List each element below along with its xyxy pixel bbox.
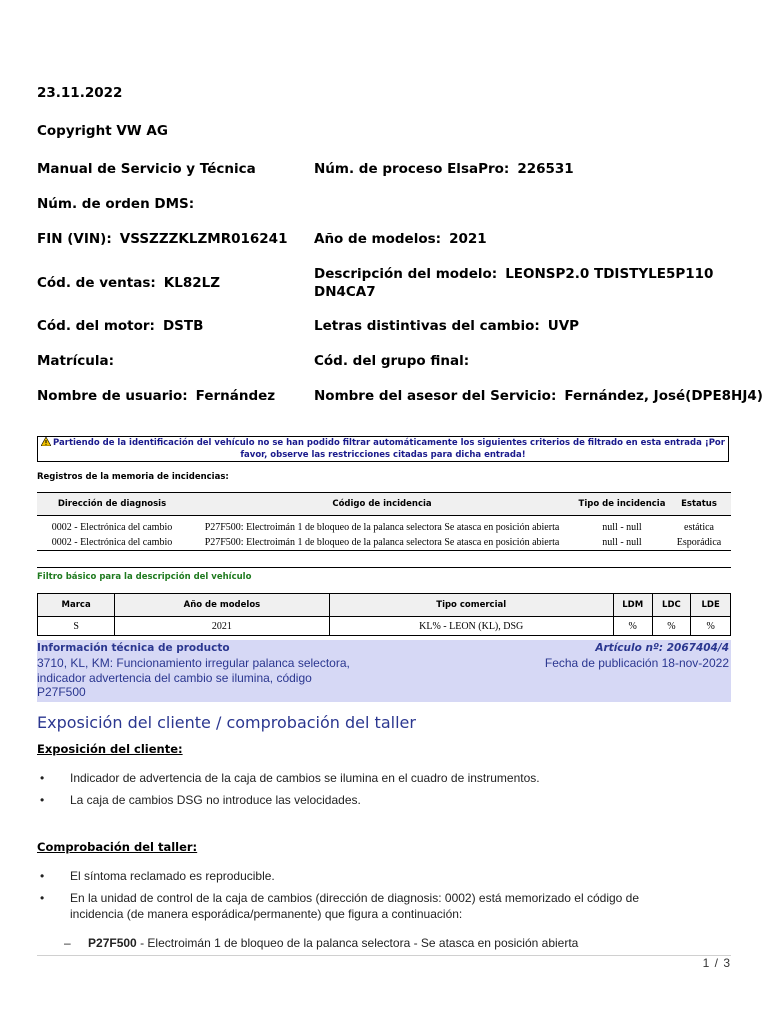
tpi-description: 3710, KL, KM: Funcionamiento irregular palanca selectora, indicador advertencia del cambio se ilumina, código P27F500 [37, 656, 350, 699]
filter-warning-box [37, 436, 729, 462]
basic-filter-table [37, 593, 731, 636]
col-header: LDE [691, 594, 731, 617]
table-cell: null - null [602, 522, 642, 533]
motor-label: Cód. del motor: [37, 318, 155, 334]
table-cell: P27F500: Electroimán 1 de bloqueo de la palanca selectora Se atasca en posición abierta [187, 535, 577, 551]
warning-triangle-icon [41, 437, 51, 446]
divider [37, 567, 731, 568]
ventas-field [37, 275, 220, 291]
table-cell: % [691, 617, 731, 636]
fault-code-item [64, 936, 578, 950]
section-title: Exposición del cliente / comprobación del taller [37, 713, 416, 732]
col-header: Año de modelos [115, 594, 329, 617]
table-header-row [38, 594, 731, 617]
manual-title: Manual de Servicio y Técnica [37, 161, 256, 177]
tpi-title: Información técnica de producto [37, 642, 230, 654]
grupo-label: Cód. del grupo final: [314, 353, 470, 369]
descripcion-field [314, 266, 713, 282]
col-header: Tipo comercial [329, 594, 613, 617]
fin-value: VSSZZZKLZMR016241 [119, 231, 288, 247]
table-cell: % [613, 617, 652, 636]
anio-label: Año de modelos: [314, 231, 442, 247]
col-header: LDM [613, 594, 652, 617]
ventas-value: KL82LZ [163, 275, 221, 291]
footer-divider [37, 955, 731, 956]
proceso-field [314, 161, 574, 177]
table-header-row [37, 493, 731, 516]
table-cell: 0002 - Electrónica del cambio [51, 522, 173, 533]
usuario-value: Fernández [195, 388, 276, 404]
fin-label: FIN (VIN): [37, 231, 112, 247]
workshop-heading: Comprobación del taller: [37, 840, 198, 854]
usuario-field [37, 388, 275, 404]
table-cell: Esporádica [667, 535, 731, 551]
tpi-publication-date: Fecha de publicación 18-nov-2022 [544, 656, 729, 670]
bullet-icon: • [40, 771, 45, 785]
col-header: Tipo de incidencia [577, 493, 667, 516]
proceso-label: Núm. de proceso ElsaPro: [314, 161, 510, 177]
warning-line-2: favor, observe las restricciones citadas para dicha entrada! [240, 450, 526, 460]
table-row [38, 617, 731, 636]
warning-line-1: Partiendo de la identificación del vehículo no se han podido filtrar automáticamente los siguientes criterios de filtrado en esta entrada ¡Por [38, 437, 728, 449]
table-cell: S [38, 617, 115, 636]
anio-field [314, 231, 487, 247]
motor-value: DSTB [162, 318, 204, 334]
col-header: Marca [38, 594, 115, 617]
bullet-icon: • [40, 869, 45, 883]
table-cell: % [652, 617, 691, 636]
asesor-field [314, 388, 763, 404]
asesor-value: Fernández, José(DPE8HJ4) [564, 388, 763, 404]
fault-memory-table [37, 492, 731, 551]
fault-memory-title: Registros de la memoria de incidencias: [37, 472, 229, 482]
bullet-icon: • [40, 891, 45, 905]
cambio-field [314, 318, 579, 334]
table-cell: 2021 [115, 617, 329, 636]
ventas-label: Cód. de ventas: [37, 275, 156, 291]
table-cell: estática [684, 522, 714, 533]
cambio-label: Letras distintivas del cambio: [314, 318, 540, 334]
table-cell: P27F500: Electroimán 1 de bloqueo de la palanca selectora Se atasca en posición abierta [204, 522, 560, 533]
fault-code: P27F500 [88, 936, 137, 950]
asesor-label: Nombre del asesor del Servicio: [314, 388, 557, 404]
page-number: 1 / 3 [702, 956, 731, 970]
table-row [37, 516, 731, 536]
col-header: Estatus [667, 493, 731, 516]
descripcion-value-line2: DN4CA7 [314, 284, 376, 300]
col-header: LDC [652, 594, 691, 617]
basic-filter-title: Filtro básico para la descripción del vehículo [37, 572, 252, 582]
tpi-article-number: Artículo nº: 2067404/4 [595, 642, 729, 654]
fin-field [37, 231, 287, 247]
technical-product-info [37, 640, 731, 702]
print-date: 23.11.2022 [37, 85, 123, 101]
dash-icon: – [64, 936, 71, 950]
customer-heading: Exposición del cliente: [37, 742, 183, 756]
col-header: Código de incidencia [187, 493, 577, 516]
fault-code-description: - Electroimán 1 de bloqueo de la palanca selectora - Se atasca en posición abierta [136, 936, 579, 950]
bullet-icon: • [40, 793, 45, 807]
descripcion-label: Descripción del modelo: [314, 266, 498, 282]
usuario-label: Nombre de usuario: [37, 388, 188, 404]
proceso-value: 226531 [517, 161, 574, 177]
copyright: Copyright VW AG [37, 123, 168, 139]
orden-label: Núm. de orden DMS: [37, 196, 195, 212]
matricula-label: Matrícula: [37, 353, 115, 369]
table-cell: null - null [577, 535, 667, 551]
table-cell: 0002 - Electrónica del cambio [37, 535, 187, 551]
anio-value: 2021 [449, 231, 487, 247]
descripcion-value: LEONSP2.0 TDISTYLE5P110 [505, 266, 714, 282]
motor-field [37, 318, 203, 334]
table-cell: KL% - LEON (KL), DSG [329, 617, 613, 636]
col-header: Dirección de diagnosis [37, 493, 187, 516]
table-row [37, 535, 731, 551]
cambio-value: UVP [547, 318, 580, 334]
